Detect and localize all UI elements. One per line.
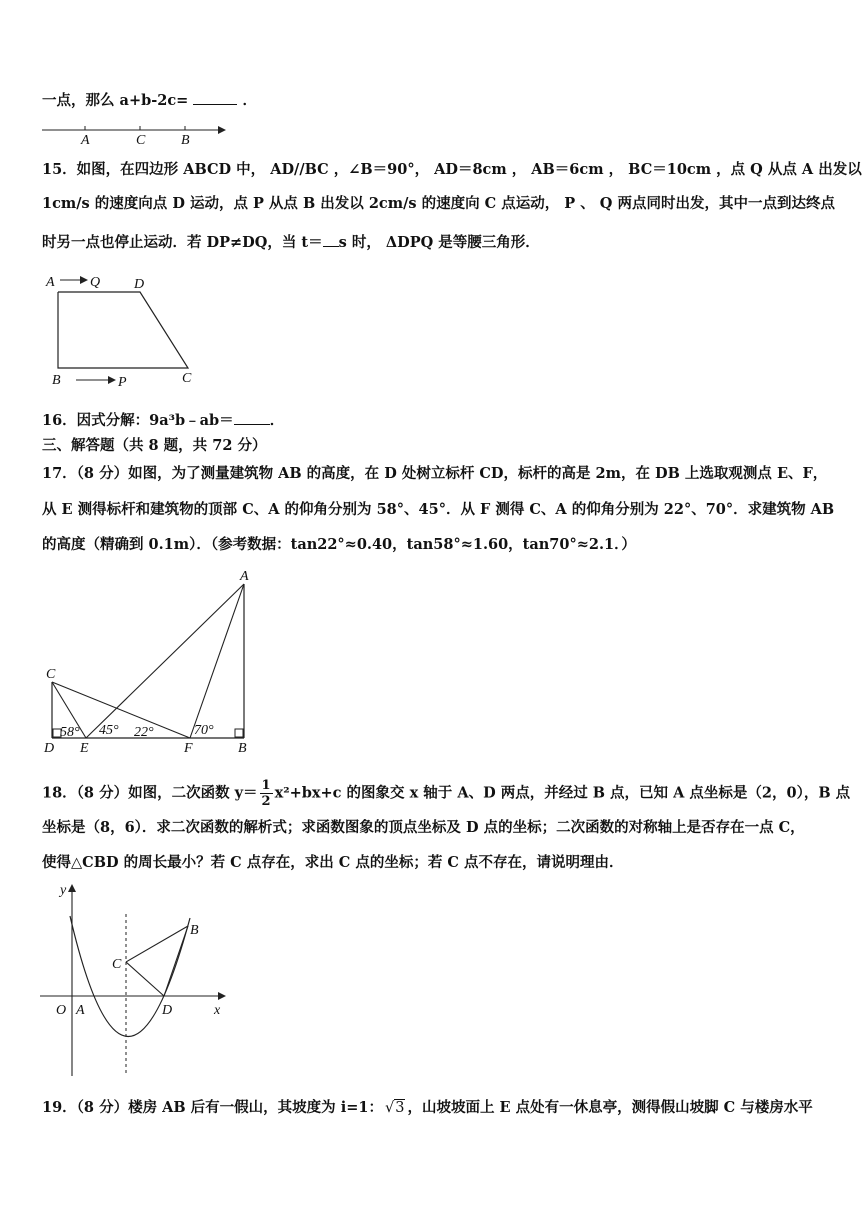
angle-58: 58° [60, 725, 80, 740]
q18-line1 [42, 778, 850, 809]
label-c: C [112, 957, 122, 972]
section-title: 三、解答题（共 8 题，共 72 分） [42, 437, 267, 454]
building-figure [42, 568, 257, 756]
label-f: F [184, 741, 193, 756]
label-d: D [162, 1003, 173, 1018]
q14-text [42, 90, 257, 111]
answer-blank [234, 410, 270, 425]
answer-blank [193, 90, 237, 105]
arrow-icon [68, 884, 76, 892]
q16-text [42, 410, 284, 431]
sqrt-expression: √3 [384, 1100, 405, 1116]
q18-line1b: x²+bx+c 的图象交 x 轴于 A、D 两点，并经过 B 点，已知 A 点坐标是（2，0），B 点 [274, 784, 851, 802]
label-a: A [240, 569, 249, 584]
point-a-label: A [81, 133, 90, 148]
label-p: P [118, 375, 127, 390]
q15-line2: 1cm/s 的速度向点 D 运动，点 P 从点 B 出发以 2cm/s 的速度向 C 点运动， P 、 Q 两点同时出发，其中一点到达终点 [42, 195, 835, 212]
arrow-icon [108, 376, 116, 384]
angle-70: 70° [194, 723, 214, 738]
label-e: E [80, 741, 89, 756]
label-y: y [60, 883, 67, 898]
sqrt-radicand: 3 [395, 1100, 405, 1116]
label-d: D [44, 741, 55, 756]
angle-22: 22° [134, 725, 154, 740]
fraction [260, 778, 273, 809]
q15-line3 [42, 232, 540, 253]
q16-question: 16．因式分解：9a³b﹣ab＝ [42, 412, 234, 429]
q15-line3a: 时另一点也停止运动．若 DP≠DQ，当 t＝ [42, 234, 323, 251]
answer-blank [323, 232, 339, 247]
fraction-denominator: 2 [261, 794, 271, 809]
q17-line2: 从 E 测得标杆和建筑物的顶部 C、A 的仰角分别为 58°、45°．从 F 测得 C、A 的仰角分别为 22°、70°．求建筑物 AB [42, 501, 835, 518]
fraction-numerator: 1 [261, 778, 271, 793]
arrow-icon [80, 276, 88, 284]
q17-line3: 的高度（精确到 0.1m）．（参考数据：tan22°≈0.40，tan58°≈1.60，tan70°≈2.1．） [42, 536, 636, 553]
q19-line1 [42, 1098, 813, 1118]
label-x: x [214, 1003, 221, 1018]
angle-45: 45° [99, 723, 119, 738]
label-d: D [134, 277, 145, 292]
q18-line3: 使得△CBD 的周长最小？若 C 点存在，求出 C 点的坐标；若 C 点不存在，请说明理由． [42, 854, 624, 871]
q15-line1: 15．如图，在四边形 ABCD 中， AD//BC ，∠B＝90°， AD＝8cm ， AB＝6cm ， BC＝10cm ，点 Q 从点 A 出发以 [42, 161, 862, 178]
label-a: A [76, 1003, 85, 1018]
label-b: B [238, 741, 247, 756]
label-a: A [46, 275, 55, 290]
label-b: B [52, 373, 61, 388]
point-c-label: C [136, 133, 146, 148]
q15-line3b: s 时， ΔDPQ 是等腰三角形． [338, 234, 540, 251]
label-b: B [190, 923, 199, 938]
number-line-figure [40, 120, 230, 146]
q17-line1: 17．（8 分）如图，为了测量建筑物 AB 的高度，在 D 处树立标杆 CD，标杆的高是 2m，在 DB 上选取观测点 E、F， [42, 465, 828, 482]
label-c: C [46, 667, 56, 682]
arrow-icon [218, 992, 226, 1000]
parabola-curve [70, 916, 190, 1037]
q14-tail: 一点，那么 a+b-2c= [42, 92, 189, 109]
trapezoid-abcd [58, 292, 188, 368]
label-q: Q [90, 275, 101, 290]
point-b-label: B [181, 133, 190, 148]
q18-line2: 坐标是（8，6）．求二次函数的解析式；求函数图象的顶点坐标及 D 点的坐标；二次函数的对称轴上是否存在一点 C， [42, 819, 805, 836]
q19-line1b: ，山坡坡面上 E 点处有一休息亭，测得假山坡脚 C 与楼房水平 [407, 1099, 813, 1116]
trapezoid-figure [44, 274, 204, 392]
q18-line1a: 18．（8 分）如图，二次函数 y＝ [42, 784, 258, 802]
label-c: C [182, 371, 192, 386]
label-o: O [56, 1003, 67, 1018]
q19-line1a: 19．（8 分）楼房 AB 后有一假山，其坡度为 i=1： [42, 1099, 383, 1116]
q16-end: ． [269, 412, 285, 429]
parabola-figure [40, 880, 232, 1080]
q14-end: ． [242, 92, 257, 109]
arrow-icon [218, 126, 226, 134]
